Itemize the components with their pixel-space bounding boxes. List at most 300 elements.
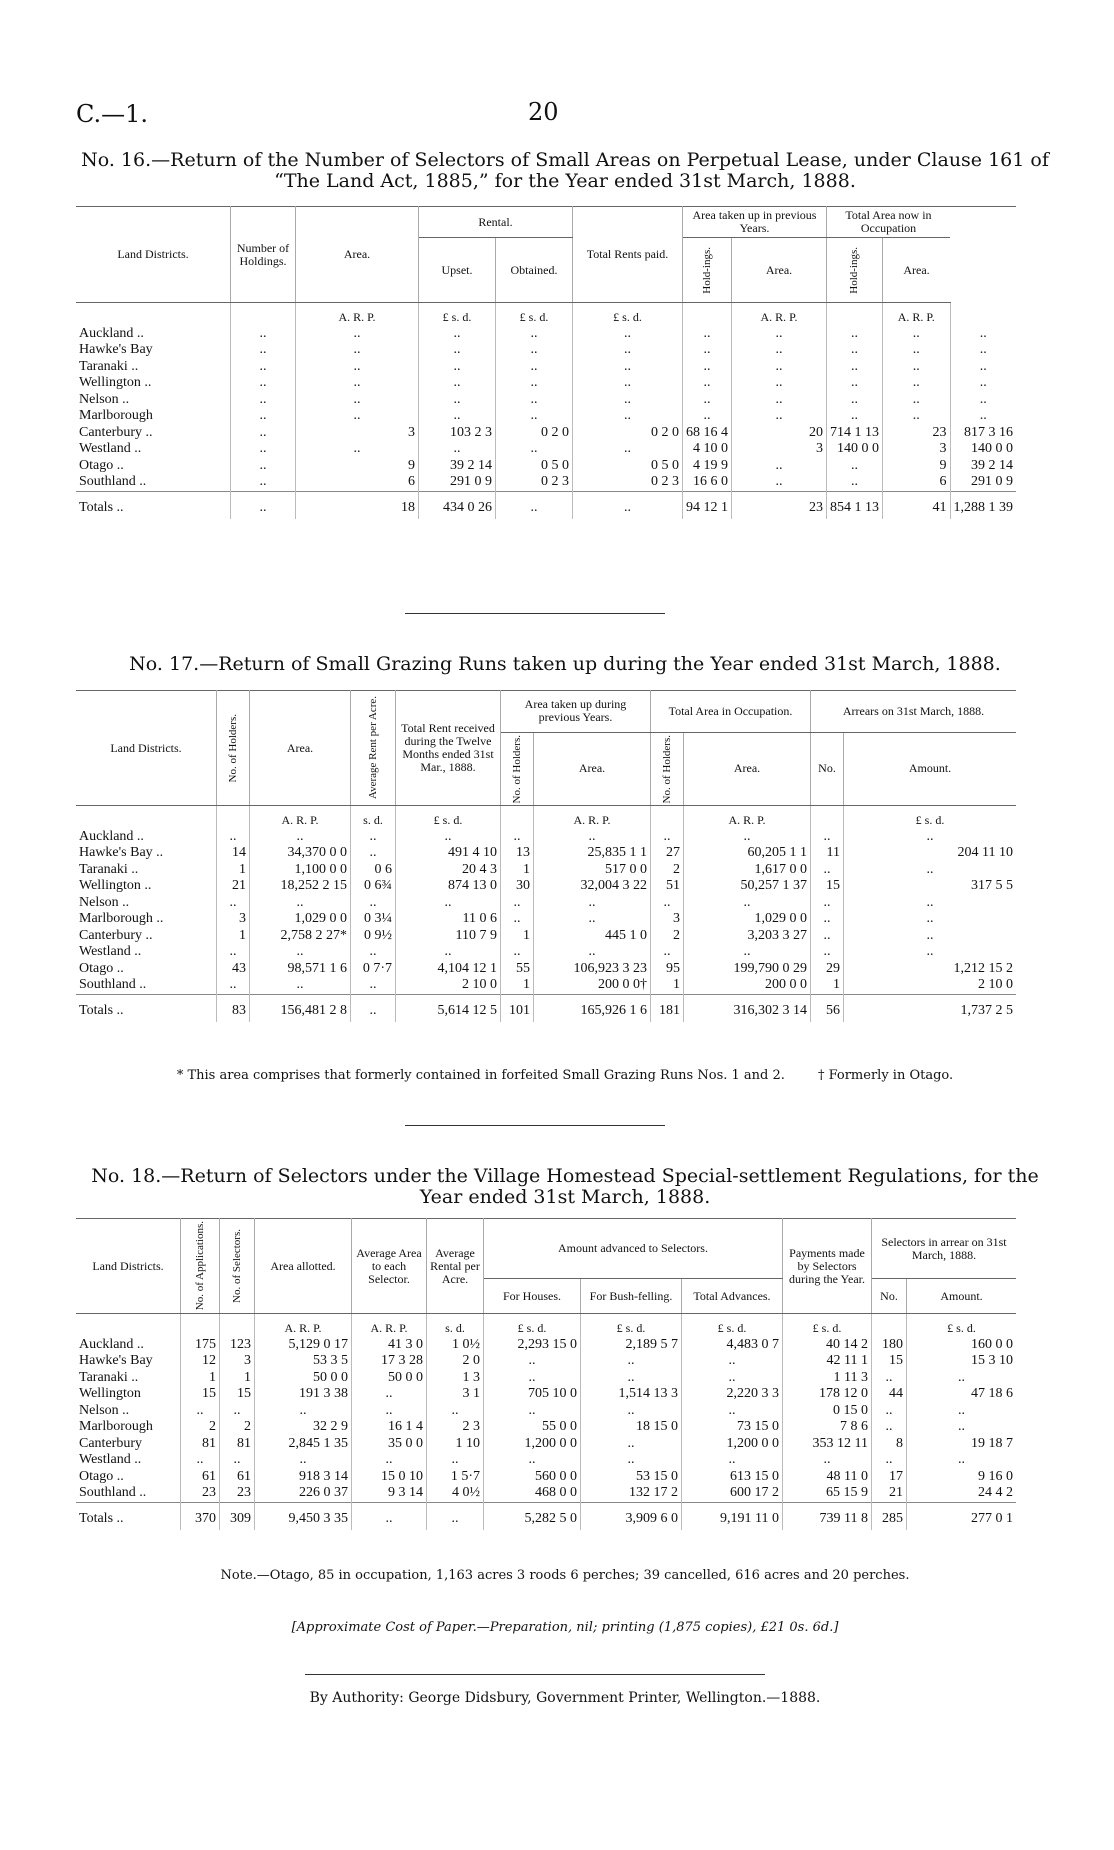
table-cell: .. (872, 1403, 907, 1420)
table-cell: .. (419, 359, 496, 376)
table-row (76, 1469, 1016, 1486)
table-cell: 1,029 0 0 (684, 911, 811, 928)
table-cell: A. R. P. (684, 806, 811, 829)
table-cell: 291 0 9 (419, 474, 496, 491)
table-cell: .. (427, 1502, 484, 1530)
row-label: Auckland .. (76, 1337, 181, 1354)
table-cell: .. (427, 1452, 484, 1469)
table-cell: .. (573, 359, 683, 376)
row-label: Canterbury .. (76, 425, 231, 442)
table-cell: 560 0 0 (484, 1469, 581, 1486)
table-cell: 16 6 0 (683, 474, 732, 491)
table-cell: 180 (872, 1337, 907, 1354)
table-cell: .. (684, 895, 811, 912)
table-cell: 353 12 11 (783, 1436, 872, 1453)
table16 (76, 206, 1016, 519)
table-cell: 8 (872, 1436, 907, 1453)
table-cell: 4,483 0 7 (682, 1337, 783, 1354)
table-cell: .. (220, 1403, 255, 1420)
table-cell: 41 (883, 491, 951, 519)
table-row (76, 441, 1016, 458)
table-cell: 140 0 0 (827, 441, 883, 458)
table-cell: .. (682, 1452, 783, 1469)
row-label: Totals .. (76, 1502, 181, 1530)
table-cell: 1,029 0 0 (250, 911, 351, 928)
table-cell: £ s. d. (682, 1314, 783, 1337)
row-label: Auckland .. (76, 326, 231, 343)
col-for-bush-felling: For Bush-felling. (581, 1279, 682, 1314)
table-cell: .. (958, 1402, 965, 1418)
table-cell: 81 (181, 1436, 220, 1453)
row-label: Otago .. (76, 1469, 181, 1486)
table-cell: .. (684, 829, 811, 846)
table-cell: 1,100 0 0 (250, 862, 351, 879)
table-cell: 19 18 7 (971, 1435, 1013, 1451)
table-cell: A. R. P. (732, 303, 827, 326)
table-cell: 2 0 (427, 1353, 484, 1370)
table-cell: .. (217, 829, 250, 846)
table-cell: 705 10 0 (484, 1386, 581, 1403)
table-cell: .. (682, 1353, 783, 1370)
table-cell: 1,617 0 0 (684, 862, 811, 879)
table-cell: .. (573, 408, 683, 425)
table-cell: .. (220, 1452, 255, 1469)
table-cell: 34,370 0 0 (250, 845, 351, 862)
table-cell: .. (427, 1403, 484, 1420)
table-cell: 29 (811, 961, 844, 978)
row-label: Southland .. (76, 977, 217, 994)
table-cell: 0 3¼ (351, 911, 396, 928)
table-cell: 65 15 9 (783, 1485, 872, 1502)
table-cell: .. (352, 1386, 427, 1403)
table-cell: .. (883, 342, 951, 359)
table-cell: 4 10 0 (683, 441, 732, 458)
col-arrears-no: No. (811, 732, 844, 805)
table-cell: .. (732, 375, 827, 392)
row-label: Taranaki .. (76, 1370, 181, 1387)
row-label: Nelson .. (76, 895, 217, 912)
table-cell: 32 2 9 (255, 1419, 352, 1436)
table-cell: 23 (732, 491, 827, 519)
table-cell: 0 6 (351, 862, 396, 879)
table-cell: .. (396, 829, 501, 846)
table-cell: .. (732, 474, 827, 491)
table-cell: 132 17 2 (581, 1485, 682, 1502)
table-cell: 1 (501, 862, 534, 879)
table-cell: .. (484, 1403, 581, 1420)
table-cell: .. (811, 895, 844, 912)
table-cell: .. (979, 342, 987, 358)
table18 (76, 1218, 1016, 1530)
table-row (76, 1419, 1016, 1436)
table-cell: .. (872, 1370, 907, 1387)
table-cell: 23 (883, 425, 951, 442)
table-cell: .. (827, 392, 883, 409)
table16-title: No. 16.—Return of the Number of Selectors of Small Areas on Perpetual Lease, under Clause 161 of “The Land Act, 1885,” for the Year ended 31st March, 1888. (81, 149, 1049, 192)
table-row (76, 1452, 1016, 1469)
table-cell: 445 1 0 (534, 928, 651, 945)
col-rental: Rental. (419, 207, 573, 238)
col-arrear-no: No. (872, 1279, 907, 1314)
col-payments: Payments made by Selectors during the Year. (783, 1219, 872, 1314)
col-avg-rent: Average Rent per Acre. (351, 691, 396, 806)
table-cell: .. (501, 944, 534, 961)
table-cell: 2,220 3 3 (682, 1386, 783, 1403)
table-cell: .. (651, 829, 684, 846)
table-cell: .. (926, 828, 934, 844)
col-prev-area: Area taken up during previous Years. (501, 691, 651, 733)
table-cell: 101 (501, 994, 534, 1022)
table-cell: A. R. P. (352, 1314, 427, 1337)
table-cell: 39 2 14 (419, 458, 496, 475)
table-cell: .. (231, 425, 296, 442)
table-cell: .. (250, 944, 351, 961)
table-cell: .. (581, 1403, 682, 1420)
table-cell: 2,845 1 35 (255, 1436, 352, 1453)
col-occupation: Total Area in Occupation. (651, 691, 811, 733)
table-cell: 53 15 0 (581, 1469, 682, 1486)
table-cell: 0 2 0 (496, 425, 573, 442)
table-cell: .. (181, 1452, 220, 1469)
table-cell: 517 0 0 (534, 862, 651, 879)
table-cell: 1 (651, 977, 684, 994)
row-label: Marlborough (76, 408, 231, 425)
col-area-occ: Area. (684, 732, 811, 805)
table-cell (217, 806, 250, 829)
row-label: Southland .. (76, 474, 231, 491)
col-holders: No. of Holders. (217, 691, 250, 806)
table-cell: 13 (501, 845, 534, 862)
table-cell: 68 16 4 (683, 425, 732, 442)
table-cell (683, 303, 732, 326)
col-advanced: Amount advanced to Selectors. (484, 1219, 783, 1279)
row-label (76, 303, 231, 326)
table-cell: 160 0 0 (971, 1336, 1013, 1352)
table17-title: No. 17.—Return of Small Grazing Runs taken up during the Year ended 31st March, 1888. (129, 653, 1001, 675)
table-cell: .. (684, 944, 811, 961)
totals-row (76, 994, 1016, 1022)
table-cell: .. (732, 392, 827, 409)
table-cell: .. (255, 1403, 352, 1420)
table-cell: .. (811, 862, 844, 879)
table-cell: .. (958, 1419, 965, 1435)
table-cell: 44 (872, 1386, 907, 1403)
table-cell: .. (732, 458, 827, 475)
table-cell: .. (496, 342, 573, 359)
table-cell: 11 (811, 845, 844, 862)
table-cell: .. (573, 375, 683, 392)
table-cell: .. (732, 408, 827, 425)
table-cell: 316,302 3 14 (684, 994, 811, 1022)
table-row (76, 425, 1016, 442)
table-cell: .. (351, 944, 396, 961)
table-cell: 48 11 0 (783, 1469, 872, 1486)
row-label: Nelson .. (76, 392, 231, 409)
row-label: Taranaki .. (76, 359, 231, 376)
table-cell: .. (419, 441, 496, 458)
table-cell: .. (581, 1436, 682, 1453)
row-label: Hawke's Bay (76, 342, 231, 359)
col-now-area: Total Area now in Occupation (827, 207, 951, 238)
table-cell: .. (231, 392, 296, 409)
table-cell: .. (534, 829, 651, 846)
table-cell (811, 806, 844, 829)
table-cell: 23 (220, 1485, 255, 1502)
table-cell: 2 (651, 862, 684, 879)
table-cell: .. (926, 944, 934, 960)
table-cell: 15 (811, 878, 844, 895)
table-cell: 3 (217, 911, 250, 928)
table-cell: 32,004 3 22 (534, 878, 651, 895)
table-cell: .. (419, 326, 496, 343)
table-row (76, 845, 1016, 862)
table-cell: £ s. d. (581, 1314, 682, 1337)
table-cell: .. (573, 491, 683, 519)
table-cell: .. (231, 326, 296, 343)
table-cell: 103 2 3 (419, 425, 496, 442)
table-cell: 95 (651, 961, 684, 978)
row-label: Hawke's Bay .. (76, 845, 217, 862)
col-upset: Upset. (419, 238, 496, 303)
table-cell: .. (496, 359, 573, 376)
table-cell: .. (683, 375, 732, 392)
row-label: Nelson .. (76, 1403, 181, 1420)
table-cell: .. (250, 895, 351, 912)
table-cell: £ s. d. (496, 303, 573, 326)
table-cell: 2,189 5 7 (581, 1337, 682, 1354)
table-cell: .. (250, 977, 351, 994)
table-cell: .. (883, 359, 951, 376)
table-cell: .. (872, 1452, 907, 1469)
table-cell: 1 11 3 (783, 1370, 872, 1387)
table-cell: .. (217, 977, 250, 994)
table-cell: .. (231, 342, 296, 359)
totals-row (76, 1502, 1016, 1530)
table-cell: A. R. P. (250, 806, 351, 829)
col-area-now: Area. (883, 238, 951, 303)
table-cell: 2 (181, 1419, 220, 1436)
table-cell (950, 303, 1016, 326)
row-label: Wellington (76, 1386, 181, 1403)
row-label: Wellington .. (76, 878, 217, 895)
table-cell: .. (683, 326, 732, 343)
table-cell: 15 0 10 (352, 1469, 427, 1486)
table-cell: .. (250, 829, 351, 846)
table-cell: .. (682, 1403, 783, 1420)
table-cell: .. (573, 441, 683, 458)
table-row (76, 829, 1016, 846)
table-row (76, 458, 1016, 475)
table-cell (827, 303, 883, 326)
table-cell: .. (827, 359, 883, 376)
table-row (76, 961, 1016, 978)
table-cell: 181 (651, 994, 684, 1022)
table-cell: s. d. (427, 1314, 484, 1337)
table-cell: 9,191 11 0 (682, 1502, 783, 1530)
table-cell: .. (296, 359, 419, 376)
table-cell: 1,288 1 39 (950, 491, 1016, 519)
table-cell: .. (496, 326, 573, 343)
divider (405, 613, 665, 614)
table-cell: 9 (296, 458, 419, 475)
table-cell: 0 7·7 (351, 961, 396, 978)
table-cell (231, 303, 296, 326)
table-cell: .. (926, 927, 934, 943)
table-cell: .. (419, 342, 496, 359)
table-cell: 1 (181, 1370, 220, 1387)
table-cell: .. (419, 408, 496, 425)
table-row (76, 1337, 1016, 1354)
table-cell: 83 (217, 994, 250, 1022)
table-cell: .. (979, 408, 987, 424)
col-avg-area: Average Area to each Selector. (352, 1219, 427, 1314)
table-cell: 200 0 0 (684, 977, 811, 994)
table-cell: .. (501, 911, 534, 928)
table-cell: 4 0½ (427, 1485, 484, 1502)
table-cell: 1 10 (427, 1436, 484, 1453)
col-holders-prev: No. of Holders. (501, 732, 534, 805)
table-cell: 178 12 0 (783, 1386, 872, 1403)
table-cell: .. (827, 458, 883, 475)
table-cell: 39 2 14 (971, 457, 1013, 473)
table-cell: 12 (181, 1353, 220, 1370)
table-cell: 0 6¾ (351, 878, 396, 895)
table-cell: 1 (217, 862, 250, 879)
col-area-prev: Area. (732, 238, 827, 303)
table-cell: 1,737 2 5 (844, 994, 1017, 1022)
table-cell: A. R. P. (296, 303, 419, 326)
table-cell: .. (827, 408, 883, 425)
table-cell: .. (573, 326, 683, 343)
table-cell: 317 5 5 (971, 878, 1013, 894)
table-cell: 53 3 5 (255, 1353, 352, 1370)
table-row (76, 862, 1016, 879)
table-cell: 17 (872, 1469, 907, 1486)
col-area-allotted: Area allotted. (255, 1219, 352, 1314)
table-cell: .. (827, 342, 883, 359)
table-cell: 918 3 14 (255, 1469, 352, 1486)
table17-footnotes (70, 1068, 1060, 1083)
table-cell: .. (296, 342, 419, 359)
table-cell (651, 806, 684, 829)
table-cell: 106,923 3 23 (534, 961, 651, 978)
row-label (76, 1314, 181, 1337)
table-cell: .. (581, 1353, 682, 1370)
table-row (76, 408, 1016, 425)
col-area-prev: Area. (534, 732, 651, 805)
table-cell: 81 (220, 1436, 255, 1453)
table-cell: 17 3 28 (352, 1353, 427, 1370)
table-cell: .. (811, 911, 844, 928)
table-cell: .. (581, 1452, 682, 1469)
row-label: Wellington .. (76, 375, 231, 392)
table-cell: 0 2 3 (496, 474, 573, 491)
row-label (76, 806, 217, 829)
table-cell: 35 0 0 (352, 1436, 427, 1453)
table-cell: 291 0 9 (971, 474, 1013, 490)
table-cell: .. (496, 408, 573, 425)
units-row (76, 1314, 1016, 1337)
table-cell: 6 (883, 474, 951, 491)
table-cell: 0 5 0 (573, 458, 683, 475)
table-cell: 1 (811, 977, 844, 994)
table-row (76, 878, 1016, 895)
table-cell: .. (419, 392, 496, 409)
table-cell: 7 8 6 (783, 1419, 872, 1436)
table-cell: .. (883, 408, 951, 425)
table-cell: .. (296, 326, 419, 343)
table-cell: 94 12 1 (683, 491, 732, 519)
table-cell: 15 (181, 1386, 220, 1403)
row-label: Canterbury (76, 1436, 181, 1453)
table-cell: .. (811, 829, 844, 846)
table18-title: No. 18.—Return of Selectors under the Village Homestead Special-settlement Regulations, for the Year ended 31st March, 1888. (91, 1165, 1039, 1208)
table-cell: 6 (296, 474, 419, 491)
table-cell: 50 0 0 (352, 1370, 427, 1387)
row-label: Totals .. (76, 491, 231, 519)
table-cell: 370 (181, 1502, 220, 1530)
table-cell: 1,514 13 3 (581, 1386, 682, 1403)
table-cell: 61 (220, 1469, 255, 1486)
table18-note: Note.—Otago, 85 in occupation, 1,163 acres 3 roods 6 perches; 39 cancelled, 616 acres and 20 perches. (220, 1568, 910, 1583)
table-cell: .. (396, 895, 501, 912)
table-cell: 2,293 15 0 (484, 1337, 581, 1354)
table-cell: .. (501, 895, 534, 912)
table-cell: 3 1 (427, 1386, 484, 1403)
table-cell: 714 1 13 (827, 425, 883, 442)
table-cell: 1 5·7 (427, 1469, 484, 1486)
table-cell: 15 (220, 1386, 255, 1403)
table-cell: .. (683, 342, 732, 359)
table-cell: £ s. d. (783, 1314, 872, 1337)
table-cell: 50 0 0 (255, 1370, 352, 1387)
table-cell: .. (351, 977, 396, 994)
table-cell: .. (351, 994, 396, 1022)
col-total-rent: Total Rent received during the Twelve Months ended 31st Mar., 1888. (396, 691, 501, 806)
table-cell (181, 1314, 220, 1337)
table-cell: .. (573, 342, 683, 359)
table-row (76, 1485, 1016, 1502)
table-cell: 5,614 12 5 (396, 994, 501, 1022)
table-cell: .. (231, 375, 296, 392)
table-cell: .. (181, 1403, 220, 1420)
col-land-districts: Land Districts. (76, 691, 217, 806)
table-cell: 613 15 0 (682, 1469, 783, 1486)
table-cell: 817 3 16 (964, 424, 1013, 440)
table-cell: .. (496, 392, 573, 409)
table-cell: .. (581, 1370, 682, 1387)
table-cell: £ s. d. (573, 303, 683, 326)
table-row (76, 359, 1016, 376)
table-cell: .. (352, 1502, 427, 1530)
table-cell: .. (217, 895, 250, 912)
table-row (76, 342, 1016, 359)
table-cell: .. (926, 861, 934, 877)
col-total-advances: Total Advances. (682, 1279, 783, 1314)
page-number: 20 (528, 98, 559, 126)
table-cell: .. (883, 375, 951, 392)
table-cell: .. (926, 894, 934, 910)
col-arrear: Selectors in arrear on 31st March, 1888. (872, 1219, 1017, 1279)
table-cell: 0 2 3 (573, 474, 683, 491)
col-land-districts: Land Districts. (76, 207, 231, 303)
table-cell: .. (979, 358, 987, 374)
table-cell: .. (296, 408, 419, 425)
table-cell: 204 11 10 (957, 845, 1013, 861)
col-arrears: Arrears on 31st March, 1888. (811, 691, 1017, 733)
table-cell: 1 (217, 928, 250, 945)
table-cell: .. (732, 342, 827, 359)
